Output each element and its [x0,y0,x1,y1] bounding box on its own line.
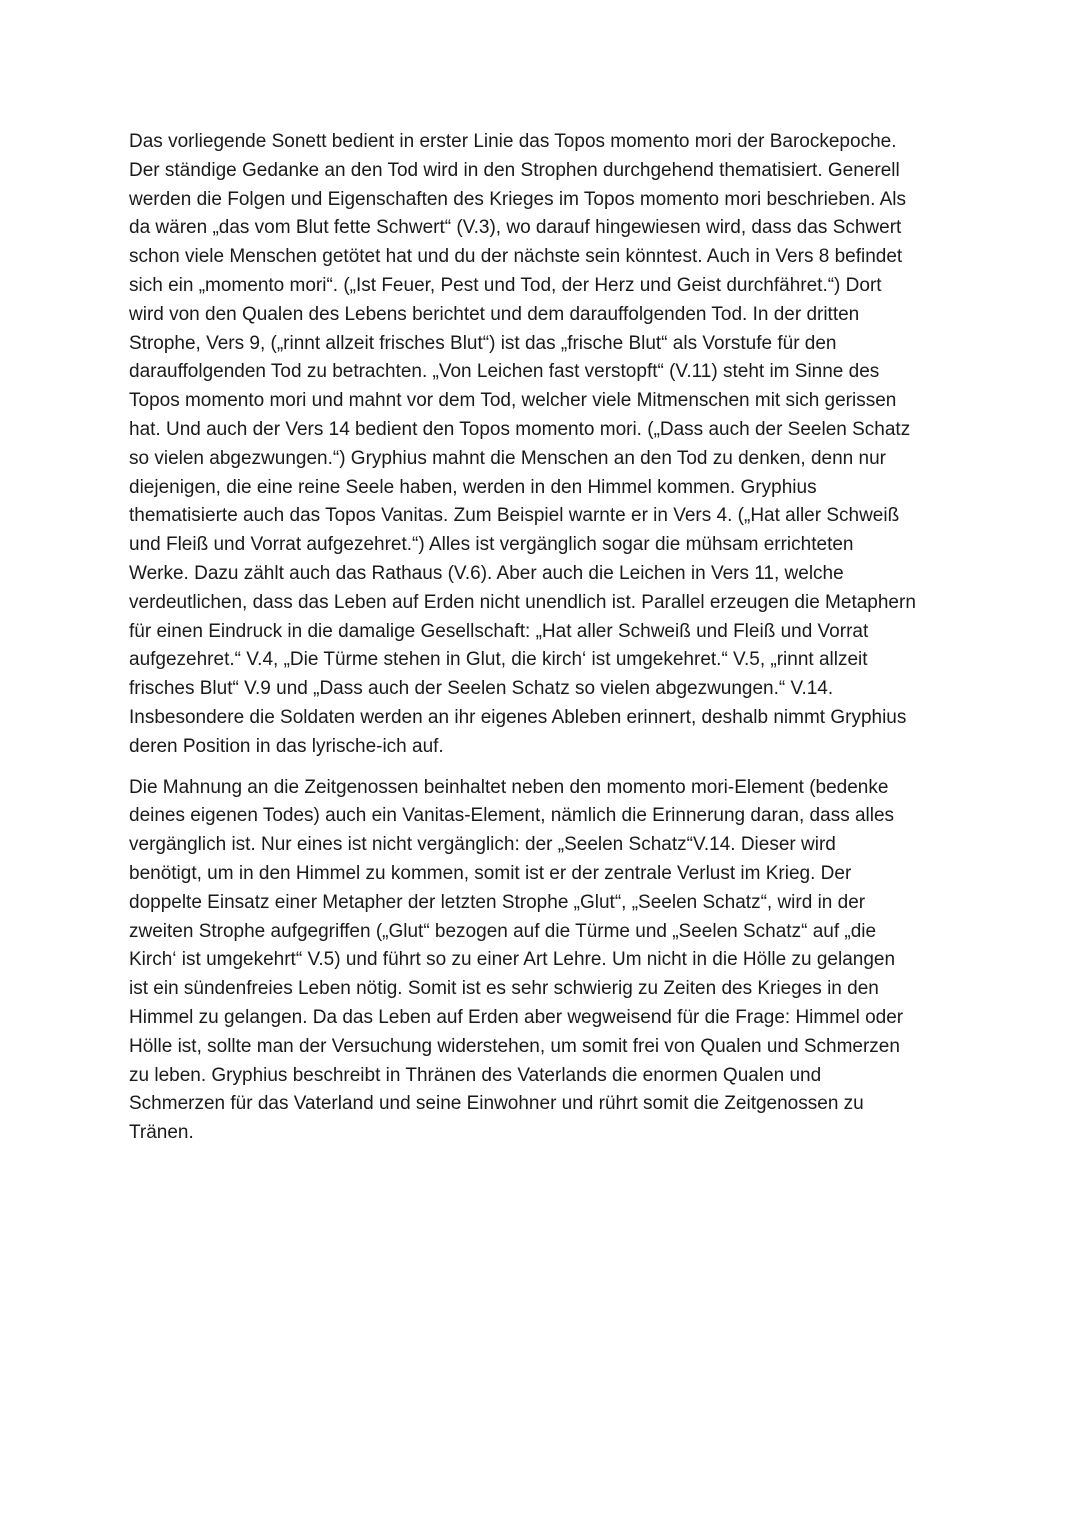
paragraph-2 [129,774,959,1148]
text-line: Tränen. [129,1122,194,1144]
text-line: Strophe, Vers 9, („rinnt allzeit frisches Blut“) ist das „frische Blut“ als Vorstufe für den [129,332,837,354]
text-line: und Fleiß und Vorrat aufgezehret.“) Alles ist vergänglich sogar die mühsam errichteten [129,534,854,556]
text-line: deines eigenen Todes) auch ein Vanitas-Element, nämlich die Erinnerung daran, dass alles [129,805,895,827]
text-line: zu leben. Gryphius beschreibt in Thränen des Vaterlands die enormen Qualen und [129,1064,822,1086]
text-line: Das vorliegende Sonett bedient in erster Linie das Topos momento mori der Barockepoche. [129,131,897,152]
text-line: sich ein „momento mori“. („Ist Feuer, Pest und Tod, der Herz und Geist durchfähret.“) Dort [129,274,882,296]
text-line: wird von den Qualen des Lebens berichtet und dem darauffolgenden Tod. In der dritten [129,303,860,325]
text-line: Schmerzen für das Vaterland und seine Einwohner und rührt somit die Zeitgenossen zu [129,1093,864,1115]
text-line: frisches Blut“ V.9 und „Dass auch der Seelen Schatz so vielen abgezwungen.“ V.14. [129,678,834,700]
text-line: thematisierte auch das Topos Vanitas. Zum Beispiel warnte er in Vers 4. („Hat aller Schweiß [129,505,900,527]
text-line: ist ein sündenfreies Leben nötig. Somit ist es sehr schwierig zu Zeiten des Krieges in den [129,978,879,1000]
text-line: zweiten Strophe aufgegriffen („Glut“ bezogen auf die Türme und „Seelen Schatz“ auf „die [129,920,877,942]
text-line: Die Mahnung an die Zeitgenossen beinhaltet neben den momento mori-Element (bedenke [129,776,889,798]
text-line: schon viele Menschen getötet hat und du der nächste sein könntest. Auch in Vers 8 befindet [129,246,903,268]
text-line: doppelte Einsatz einer Metapher der letzten Strophe „Glut“, „Seelen Schatz“, wird in der [129,891,866,913]
text-line: Hölle ist, sollte man der Versuchung widerstehen, um somit frei von Qualen und Schmerzen [129,1035,900,1057]
text-line: verdeutlichen, dass das Leben auf Erden nicht unendlich ist. Parallel erzeugen die Metaphern [129,591,916,613]
text-line: benötigt, um in den Himmel zu kommen, somit ist er der zentrale Verlust im Krieg. Der [129,862,852,884]
document-page [129,128,959,1148]
text-line: Insbesondere die Soldaten werden an ihr eigenes Ableben erinnert, deshalb nimmt Gryphius [129,706,907,728]
text-line: vergänglich ist. Nur eines ist nicht vergänglich: der „Seelen Schatz“V.14. Dieser wird [129,834,836,856]
text-line: darauffolgenden Tod zu betrachten. „Von Leichen fast verstopft“ (V.11) steht im Sinne des [129,361,880,383]
text-line: deren Position in das lyrische-ich auf. [129,735,444,757]
paragraph-1 [129,128,959,762]
text-line: aufgezehret.“ V.4, „Die Türme stehen in Glut, die kirch‘ ist umgekehret.“ V.5, „rinnt allzeit [129,649,868,671]
text-line: diejenigen, die eine reine Seele haben, werden in den Himmel kommen. Gryphius [129,476,817,498]
text-line: Topos momento mori und mahnt vor dem Tod, welcher viele Mitmenschen mit sich gerissen [129,390,897,412]
text-line: Kirch‘ ist umgekehrt“ V.5) und führt so zu einer Art Lehre. Um nicht in die Hölle zu gelangen [129,949,896,971]
text-line: hat. Und auch der Vers 14 bedient den Topos momento mori. („Dass auch der Seelen Schatz [129,418,911,440]
text-line: so vielen abgezwungen.“) Gryphius mahnt die Menschen an den Tod zu denken, denn nur [129,447,886,469]
text-line: Himmel zu gelangen. Da das Leben auf Erden aber wegweisend für die Frage: Himmel oder [129,1006,904,1028]
text-line: Der ständige Gedanke an den Tod wird in den Strophen durchgehend thematisiert. Generell [129,159,900,181]
paragraph-spacer [129,762,959,774]
text-line: Werke. Dazu zählt auch das Rathaus (V.6). Aber auch die Leichen in Vers 11, welche [129,562,844,584]
text-line: da wären „das vom Blut fette Schwert“ (V.3), wo darauf hingewiesen wird, dass das Schwert [129,217,902,239]
text-line: für einen Eindruck in die damalige Gesellschaft: „Hat aller Schweiß und Fleiß und Vorrat [129,620,869,642]
text-line: werden die Folgen und Eigenschaften des Krieges im Topos momento mori beschrieben. Als [129,188,906,210]
